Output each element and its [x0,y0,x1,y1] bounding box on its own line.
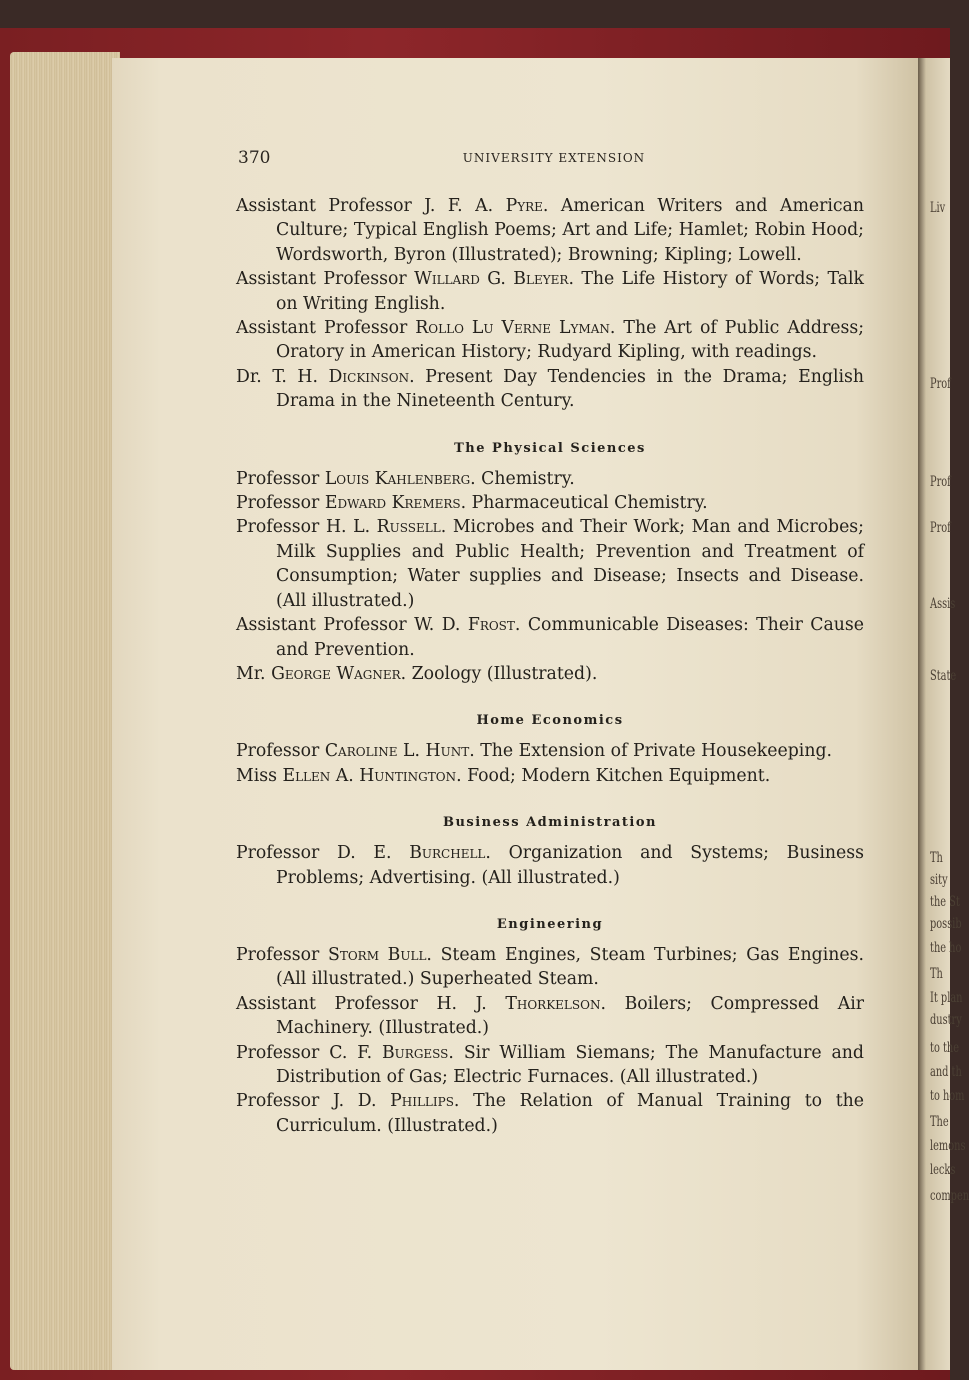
lecturer-entry [236,365,864,414]
lecturer-entry [236,764,864,788]
lecturer-name: Louis Kahlenberg. [324,468,476,489]
lecturer-name: Willard G. Bleyer. [414,269,574,290]
lecturer-title: Professor [236,468,320,489]
lecture-topics: Sir William Siemans; The Manufacture and Distribution of Gas; Electric Furnaces. (All illustrated.) [276,1042,864,1087]
lecture-list [236,194,864,1138]
lecturer-title: Professor [236,493,320,514]
lecturer-entry [236,739,864,763]
lecture-topics: Food; Modern Kitchen Equipment. [467,765,771,786]
lecturer-title: Professor [236,517,320,538]
lecturer-title: Assistant Professor [236,269,407,290]
lecturer-entry [236,194,864,267]
lecture-topics: Communicable Diseases: Their Cause and Prevention. [276,615,864,660]
section-heading: Engineering [496,916,604,932]
section-heading: The Physical Sciences [454,440,646,456]
lecture-topics: Microbes and Their Work; Man and Microbes; Milk Supplies and Public Health; Prevention and Treatment of Consumption; Water supplies and Disease; Insects and Disease. (All illustrated.) [276,517,865,611]
section [236,194,864,414]
lecturer-entry [236,943,864,992]
next-page-fragment: It plan [930,990,963,1006]
lecturer-name: T. H. Dickinson. [272,366,415,387]
lecture-topics: Pharmaceutical Chemistry. [471,493,708,514]
page-number: 370 [238,148,271,168]
lecturer-title: Assistant Professor [236,615,407,636]
lecturer-name: H. L. Russell. [325,517,447,538]
next-page-fragment: lecks [930,1162,956,1178]
section [236,440,864,687]
lecturer-name: J. D. Phillips. [333,1091,460,1112]
next-page-fragment: dustry [930,1012,962,1028]
lecturer-entry [236,316,864,365]
lecturer-entry [236,841,864,890]
section [236,916,864,1138]
lecturer-entry [236,515,864,613]
lecture-topics: The Art of Public Address; Oratory in American History; Rudyard Kipling, with readings. [276,318,865,363]
lecturer-name: J. F. A. Pyre. [424,196,549,216]
next-page-fragment: possib [930,916,962,932]
next-page-fragment: Prof [930,520,951,536]
next-page-fragment: Th [930,966,943,982]
next-page-fragment: and th [930,1064,962,1080]
lecture-topics: Steam Engines, Steam Turbines; Gas Engines. (All illustrated.) Superheated Steam. [276,944,864,990]
running-title: UNIVERSITY EXTENSION [462,151,646,165]
next-page-fragment: the ho [930,940,962,956]
lecturer-name: C. F. Burgess. [329,1042,454,1063]
section-heading: Business Administration [442,815,657,831]
lecture-topics: Organization and Systems; Business Problems; Advertising. (All illustrated.) [276,843,864,888]
lecturer-name: H. J. Thorkelson. [436,993,606,1014]
lecturer-entry [236,662,864,686]
lecturer-entry [236,491,864,515]
lecturer-title: Professor [236,1091,320,1112]
lecturer-title: Assistant Professor [236,318,408,339]
lecturer-title: Mr. [236,663,266,684]
next-page-fragment: State [930,668,957,684]
lecture-topics: The Relation of Manual Training to the Curriculum. (Illustrated.) [276,1091,865,1136]
next-page-fragment: the St [930,894,960,910]
section [236,814,864,890]
next-page-fragment: The [930,1114,949,1130]
lecturer-title: Assistant Professor [236,196,412,216]
lecturer-entry [236,1041,864,1090]
lecture-topics: American Writers and American Culture; Typical English Poems; Art and Life; Hamlet; Robin Hood; Wordsworth, Byron (Illustrated); Browning; Kipling; Lowell. [276,196,864,265]
next-page-fragment: sity [930,872,948,888]
next-page-fragment: Assis [930,596,956,612]
next-page-fragment: to hom [930,1088,965,1104]
lecture-topics: Zoology (Illustrated). [411,663,598,684]
next-page-fragment: Th [930,850,943,866]
lecturer-name: Rollo Lu Verne Lyman. [415,318,616,339]
lecturer-title: Dr. [236,366,262,387]
lecture-topics: Present Day Tendencies in the Drama; English Drama in the Nineteenth Century. [276,366,865,412]
next-page-fragment: Prof [930,474,951,490]
lecturer-title: Miss [236,765,277,786]
lecturer-name: D. E. Burchell. [337,843,491,864]
lecturer-entry [236,467,864,491]
lecture-topics: The Extension of Private Housekeeping. [480,741,833,762]
lecture-topics: The Life History of Words; Talk on Writing English. [276,269,864,314]
lecturer-entry [236,992,864,1041]
next-page-fragment: to the [930,1040,960,1056]
section-heading: Home Economics [476,713,624,729]
lecturer-entry [236,613,864,662]
next-page-edge [918,58,969,1370]
lecturer-name: Ellen A. Huntington. [282,765,462,786]
next-page-fragment: compen [930,1188,969,1204]
lecturer-title: Professor [236,1042,320,1063]
lecturer-title: Professor [236,843,320,864]
lecture-topics: Chemistry. [481,468,575,489]
lecturer-name: Storm Bull. [328,944,432,965]
lecturer-name: Edward Kremers. [324,493,467,514]
lecturer-entry [236,267,864,316]
lecturer-title: Assistant Professor [236,993,418,1014]
section [236,712,864,788]
next-page-fragment: Prof [930,376,951,392]
lecturer-title: Professor [236,944,320,965]
next-page-fragment: Liv [930,200,946,216]
lecturer-title: Professor [236,741,320,762]
next-page-fragment: lemons [930,1138,966,1154]
page-header [238,148,870,172]
page-edges [10,52,120,1370]
lecturer-entry [236,1089,864,1138]
lecturer-name: W. D. Frost. [414,615,521,636]
lecture-topics: Boilers; Compressed Air Machinery. (Illustrated.) [276,993,864,1039]
lecturer-name: George Wagner. [271,663,407,684]
lecturer-name: Caroline L. Hunt. [324,741,475,762]
